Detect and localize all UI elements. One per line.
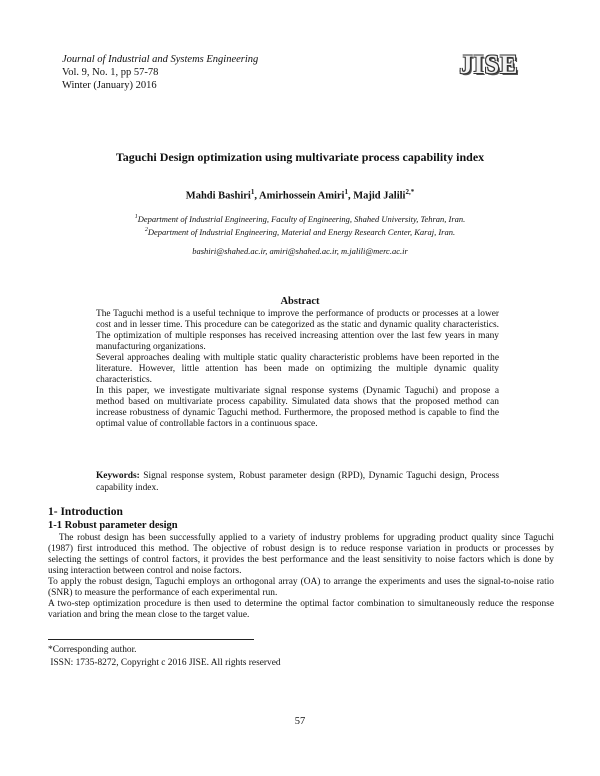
- footnote: [48, 644, 281, 670]
- body-paragraph: A two-step optimization procedure is then used to determine the optimal factor combination to simultaneously reduce the response variation and bring the mean close to the target value.: [48, 599, 554, 620]
- abstract-paragraph: The Taguchi method is a useful technique to improve the performance of products or processes at a lower cost and in lesser time. This procedure can be categorized as the static and dynamic quality characteristics. The optimization of multiple responses has received increasing attention over the last few years in many manufacturing organizations.: [96, 309, 499, 352]
- affiliation-line: [0, 225, 600, 238]
- abstract-paragraph: Several approaches dealing with multiple static quality characteristic problems have been reported in the literature. However, little attention has been made on optimizing the multiple dynamic quality characteristics.: [96, 353, 499, 385]
- affil-text: Department of Industrial Engineering, Faculty of Engineering, Shahed University, Tehran, Iran.: [137, 213, 466, 224]
- paper-title: Taguchi Design optimization using multivariate process capability index: [115, 150, 485, 164]
- author-name: Mahdi Bashiri: [185, 190, 251, 202]
- abstract-body: [96, 309, 499, 430]
- affiliation-line: [0, 212, 600, 225]
- keywords-label: Keywords:: [96, 471, 140, 481]
- author-affil-marker: 1: [250, 188, 255, 196]
- keywords: [96, 470, 499, 494]
- body-paragraph: To apply the robust design, Taguchi employs an orthogonal array (OA) to arrange the experiments and uses the signal-to-noise ratio (SNR) to measure the performance of each experimental run.: [48, 577, 554, 598]
- body-paragraph: The robust design has been successfully applied to a variety of industry problems for upgrading product quality since Taguchi (1987) first introduced this method. The objective of robust design is to reduce response variation in products or processes by selecting the settings of control factors, it provides the best performance and the least sensitivity to noise factors which is done by using interaction between control and noise factors.: [48, 533, 557, 576]
- section-body: [48, 533, 557, 621]
- author-separator: ,: [347, 190, 354, 202]
- abstract-paragraph: In this paper, we investigate multivariate signal response systems (Dynamic Taguchi) and propose a method based on multivariate process capability. Simulated data shows that the proposed method can increase robustness of dynamic Taguchi method. Furthermore, the proposed method is capable to find the optimal value of controllable factors in a continuous space.: [96, 386, 499, 429]
- author-separator: ,: [254, 190, 260, 202]
- affil-text: Department of Industrial Engineering, Material and Energy Research Center, Karaj, Iran.: [147, 226, 456, 237]
- footnote-divider: [48, 639, 254, 640]
- journal-name: Journal of Industrial and Systems Engineering: [62, 54, 259, 65]
- journal-header: [62, 53, 258, 92]
- issn-copyright: ISSN: 1735-8272, Copyright c 2016 JISE. All rights reserved: [48, 658, 281, 668]
- journal-volume: Vol. 9, No. 1, pp 57-78: [62, 67, 159, 78]
- author-affil-marker: 1: [344, 188, 348, 196]
- author-list: [0, 188, 600, 202]
- keywords-text: Signal response system, Robust parameter design (RPD), Dynamic Taguchi design, Process capability index.: [96, 471, 499, 493]
- abstract-heading: Abstract: [280, 296, 320, 307]
- section-heading: 1- Introduction: [48, 506, 123, 518]
- corresponding-author-note: *Corresponding author.: [48, 645, 137, 655]
- affiliations: [0, 212, 600, 238]
- author-name: Majid Jalili: [353, 190, 406, 202]
- journal-issue-date: Winter (January) 2016: [62, 80, 157, 91]
- jise-logo: JISE: [459, 50, 519, 79]
- author-emails: bashiri@shahed.ac.ir, amiri@shahed.ac.ir, m.jalili@merc.ac.ir: [192, 246, 408, 256]
- subsection-heading: 1-1 Robust parameter design: [48, 520, 178, 531]
- affil-marker: 1: [134, 214, 138, 220]
- page-number: 57: [294, 716, 306, 727]
- author-affil-marker: 2,*: [405, 188, 415, 196]
- author-name: Amirhossein Amiri: [259, 190, 345, 202]
- affil-marker: 2: [144, 226, 148, 233]
